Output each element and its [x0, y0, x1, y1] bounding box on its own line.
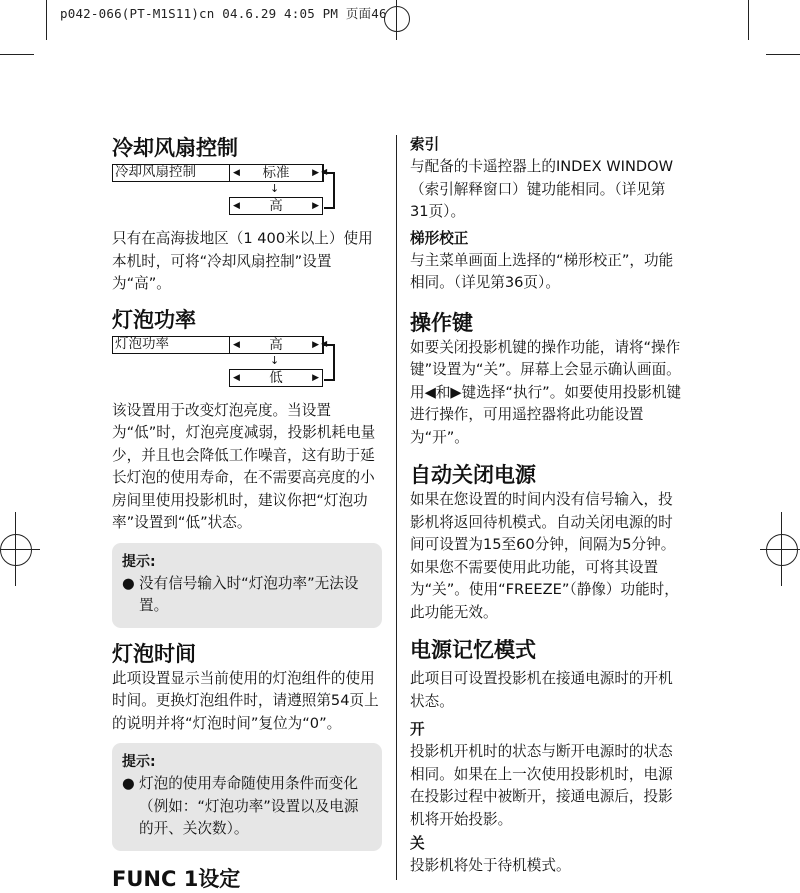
- option-box[interactable]: [229, 197, 323, 215]
- cooling-fan-title: 冷却风扇控制: [112, 136, 238, 160]
- cycle-arrow-icon: ◀: [321, 167, 328, 176]
- power-memory-title: 电源记忆模式: [410, 638, 536, 662]
- option-box[interactable]: [229, 369, 323, 387]
- control-keys-title: 操作键: [410, 310, 473, 335]
- cooling-fan-menu: [112, 164, 382, 222]
- right-column: [410, 134, 682, 878]
- power-memory-off-desc: 投影机将处于待机模式。: [410, 857, 571, 874]
- crop-mark: [760, 549, 800, 550]
- cycle-line: [324, 344, 335, 381]
- down-arrow-icon: ↓: [270, 353, 280, 367]
- option-label: 低: [269, 369, 283, 386]
- option-box[interactable]: [229, 336, 323, 354]
- bullet-icon: ●: [122, 775, 135, 792]
- left-column: [112, 134, 382, 893]
- lamp-power-title: 灯泡功率: [112, 307, 196, 332]
- control-keys-desc: 如要关闭投影机键的操作功能，请将“操作键”设置为“关”。屏幕上会显示确认画面。用◀和▶键选择“执行”。如要使用投影机键进行操作，可用遥控器将此功能设置为“开”。: [410, 338, 682, 446]
- power-memory-desc: 此项目可设置投影机在接通电源时的开机状态。: [410, 670, 673, 710]
- left-arrow-icon: ◀: [233, 339, 240, 350]
- lamp-time-note: [112, 743, 382, 851]
- menu-label: 灯泡功率: [115, 335, 169, 352]
- cycle-line: [324, 172, 335, 209]
- keystone-title: 梯形校正: [410, 229, 469, 247]
- registration-mark-top: [384, 6, 410, 32]
- registration-mark-right: [766, 534, 798, 566]
- lamp-power-menu: [112, 336, 382, 394]
- crop-mark: [748, 0, 749, 40]
- crop-mark: [46, 0, 47, 40]
- cycle-arrow-icon: ◀: [321, 338, 328, 348]
- crop-mark: [0, 54, 34, 55]
- left-arrow-icon: ◀: [233, 372, 240, 383]
- down-arrow-icon: ↓: [270, 182, 280, 195]
- crop-mark: [781, 512, 782, 586]
- right-arrow-icon: ▶: [312, 168, 319, 178]
- crop-mark: [766, 54, 800, 55]
- crop-mark: [0, 549, 40, 550]
- note-text: 灯泡的使用寿命随使用条件而变化（例如：“灯泡功率”设置以及电源的开、关次数）。: [139, 775, 359, 837]
- note-title: 提示:: [122, 754, 156, 770]
- print-header: p042-066(PT-M1S11)cn 04.6.29 4:05 PM 页面46: [60, 6, 387, 21]
- power-memory-on-desc: 投影机开机时的状态与断开电源时的状态相同。如果在上一次使用投影机时，电源在投影过程中被断开，接通电源后，投影机将开始投影。: [410, 743, 673, 828]
- auto-power-off-title: 自动关闭电源: [410, 463, 536, 487]
- left-arrow-icon: ◀: [233, 168, 240, 178]
- right-arrow-icon: ▶: [312, 372, 319, 383]
- left-arrow-icon: ◀: [233, 201, 240, 211]
- option-label: 标准: [262, 165, 290, 181]
- option-label: 高: [269, 198, 283, 214]
- note-text: 没有信号输入时“灯泡功率”无法设置。: [139, 574, 359, 614]
- note-item: [122, 573, 370, 618]
- note-title: 提示:: [122, 553, 156, 570]
- power-memory-on-title: 开: [410, 721, 425, 738]
- registration-mark-left: [0, 534, 32, 566]
- option-box[interactable]: [229, 164, 323, 182]
- lamp-power-note: [112, 543, 382, 628]
- note-item: [122, 773, 370, 841]
- crop-mark: [15, 512, 16, 586]
- bullet-icon: ●: [122, 574, 135, 592]
- right-arrow-icon: ▶: [312, 339, 319, 350]
- cooling-fan-desc: 只有在高海拔地区（1 400米以上）使用本机时，可将“冷却风扇控制”设置为“高”。: [112, 230, 373, 292]
- index-desc: 与配备的卡遥控器上的INDEX WINDOW（索引解释窗口）键功能相同。（详见第31页）。: [410, 158, 674, 220]
- keystone-desc: 与主菜单画面上选择的“梯形校正”，功能相同。（详见第36页）。: [410, 251, 674, 291]
- crop-mark: [396, 0, 397, 40]
- option-label: 高: [269, 336, 283, 353]
- lamp-time-desc: 此项设置显示当前使用的灯泡组件的使用时间。更换灯泡组件时，请遵照第54页上的说明并将“灯泡时间”复位为“0”。: [112, 669, 379, 732]
- right-arrow-icon: ▶: [312, 201, 319, 211]
- func-settings-title: FUNC 1设定: [112, 866, 241, 891]
- lamp-time-title: 灯泡时间: [112, 641, 196, 666]
- auto-power-off-desc: 如果在您设置的时间内没有信号输入，投影机将返回待机模式。自动关闭电源的时间可设置为15至60分钟，间隔为5分钟。如果您不需要使用此功能，可将其设置为“关”。使用“FREEZE”（静像）功能时，此功能无效。: [410, 491, 679, 621]
- menu-label: 冷却风扇控制: [115, 164, 196, 180]
- index-title: 索引: [410, 136, 440, 153]
- power-memory-off-title: 关: [410, 835, 425, 852]
- column-divider: [396, 135, 397, 880]
- lamp-power-desc: 该设置用于改变灯泡亮度。当设置为“低”时，灯泡亮度减弱，投影机耗电量少，并且也会降低工作噪音，这有助于延长灯泡的使用寿命，在不需要高亮度的小房间里使用投影机时，建议你把“灯泡功率”设置到“低”状态。: [112, 401, 376, 531]
